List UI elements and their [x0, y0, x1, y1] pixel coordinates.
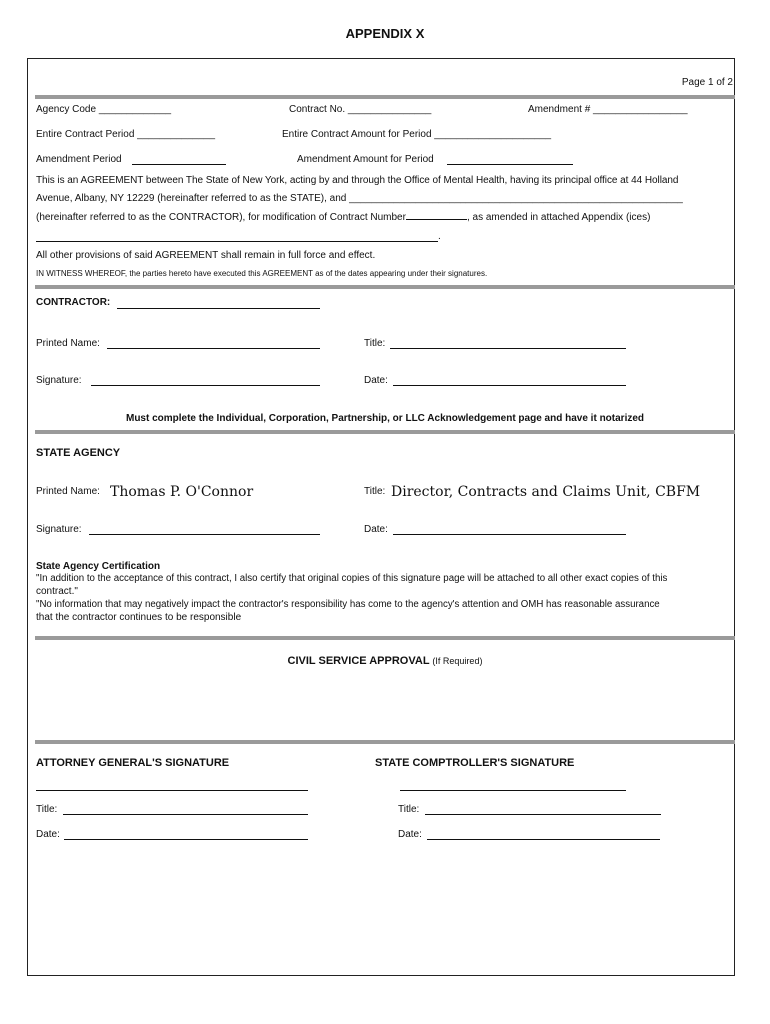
- certification-heading: State Agency Certification: [36, 561, 161, 572]
- contractor-date-line[interactable]: [393, 385, 626, 386]
- certification-line-1: "In addition to the acceptance of this contract, I also certify that original copies of this signature page will be attached to all other exact copies of this: [36, 573, 668, 584]
- section-divider: [35, 430, 735, 434]
- witness-text: IN WITNESS WHEREOF, the parties hereto have executed this AGREEMENT as of the dates appearing under their signatures.: [36, 269, 488, 278]
- contractor-title-label: Title:: [364, 338, 386, 349]
- attorney-general-date-label: Date:: [36, 829, 60, 840]
- agreement-line-3-text: (hereinafter referred to as the CONTRACTOR), for modification of Contract Number: [36, 212, 406, 223]
- state-signature-label: Signature:: [36, 524, 82, 535]
- certification-line-4: that the contractor continues to be responsible: [36, 612, 242, 623]
- notarize-notice: Must complete the Individual, Corporation, Partnership, or LLC Acknowledgement page and have it notarized: [125, 413, 645, 424]
- contractor-name-line[interactable]: [117, 308, 320, 309]
- civil-service-title: CIVIL SERVICE APPROVAL: [287, 655, 430, 667]
- comptroller-title-line[interactable]: [425, 814, 661, 815]
- comptroller-date-line[interactable]: [427, 839, 660, 840]
- state-printed-name-label: Printed Name:: [36, 486, 100, 497]
- state-date-label: Date:: [364, 524, 388, 535]
- state-agency-heading: STATE AGENCY: [36, 447, 121, 459]
- section-divider: [35, 740, 735, 744]
- contractor-signature-line[interactable]: [91, 385, 320, 386]
- agreement-line-3: [36, 212, 650, 223]
- entire-contract-amount-field[interactable]: Entire Contract Amount for Period _____________________: [282, 129, 552, 140]
- amendment-period-line[interactable]: [132, 164, 226, 165]
- comptroller-heading: STATE COMPTROLLER'S SIGNATURE: [375, 757, 575, 769]
- agreement-blank-line[interactable]: [36, 241, 438, 242]
- state-title-value: Director, Contracts and Claims Unit, CBFM: [391, 484, 701, 500]
- section-divider: [35, 285, 735, 289]
- agency-code-field[interactable]: Agency Code _____________: [36, 104, 172, 115]
- agreement-line-4-period: .: [438, 231, 441, 242]
- contractor-title-line[interactable]: [390, 348, 626, 349]
- provisions-text: All other provisions of said AGREEMENT shall remain in full force and effect.: [36, 250, 376, 261]
- civil-service-heading: [0, 655, 770, 667]
- page-indicator: Page 1 of 2: [681, 77, 733, 88]
- comptroller-title-label: Title:: [398, 804, 420, 815]
- agreement-line-2: Avenue, Albany, NY 12229 (hereinafter referred to as the STATE), and ____________________________________________________________: [36, 193, 683, 204]
- amendment-amount-line[interactable]: [447, 164, 573, 165]
- amendment-number-field[interactable]: Amendment # _________________: [528, 104, 688, 115]
- attorney-general-heading: ATTORNEY GENERAL'S SIGNATURE: [36, 757, 230, 769]
- section-divider: [35, 636, 735, 640]
- contractor-printed-name-label: Printed Name:: [36, 338, 100, 349]
- comptroller-signature-line[interactable]: [400, 790, 626, 791]
- contract-number-line[interactable]: [406, 219, 467, 220]
- civil-service-note: (If Required): [432, 656, 483, 666]
- attorney-general-title-line[interactable]: [63, 814, 308, 815]
- state-date-line[interactable]: [393, 534, 626, 535]
- comptroller-date-label: Date:: [398, 829, 422, 840]
- agreement-line-1: This is an AGREEMENT between The State of New York, acting by and through the Office of Mental Health, having its principal office at 44 Holland: [36, 175, 679, 186]
- certification-line-3: "No information that may negatively impact the contractor's responsibility has come to the agency's attention and OMH has reasonable assurance: [36, 599, 660, 610]
- amendment-amount-label: Amendment Amount for Period: [297, 154, 434, 165]
- attorney-general-date-line[interactable]: [64, 839, 308, 840]
- contractor-signature-label: Signature:: [36, 375, 82, 386]
- contractor-printed-name-line[interactable]: [107, 348, 320, 349]
- contractor-heading: CONTRACTOR:: [36, 297, 111, 308]
- amendment-period-label: Amendment Period: [36, 154, 122, 165]
- entire-contract-period-field[interactable]: Entire Contract Period ______________: [36, 129, 216, 140]
- document-title: APPENDIX X: [345, 26, 425, 41]
- contract-no-field[interactable]: Contract No. _______________: [289, 104, 432, 115]
- state-printed-name-value: Thomas P. O'Connor: [110, 484, 254, 500]
- state-signature-line[interactable]: [89, 534, 320, 535]
- contractor-date-label: Date:: [364, 375, 388, 386]
- state-title-label: Title:: [364, 486, 386, 497]
- certification-line-2: contract.": [36, 586, 78, 597]
- agreement-line-3-end: , as amended in attached Appendix (ices): [466, 212, 651, 223]
- attorney-general-signature-line[interactable]: [36, 790, 308, 791]
- section-divider: [35, 95, 735, 99]
- attorney-general-title-label: Title:: [36, 804, 58, 815]
